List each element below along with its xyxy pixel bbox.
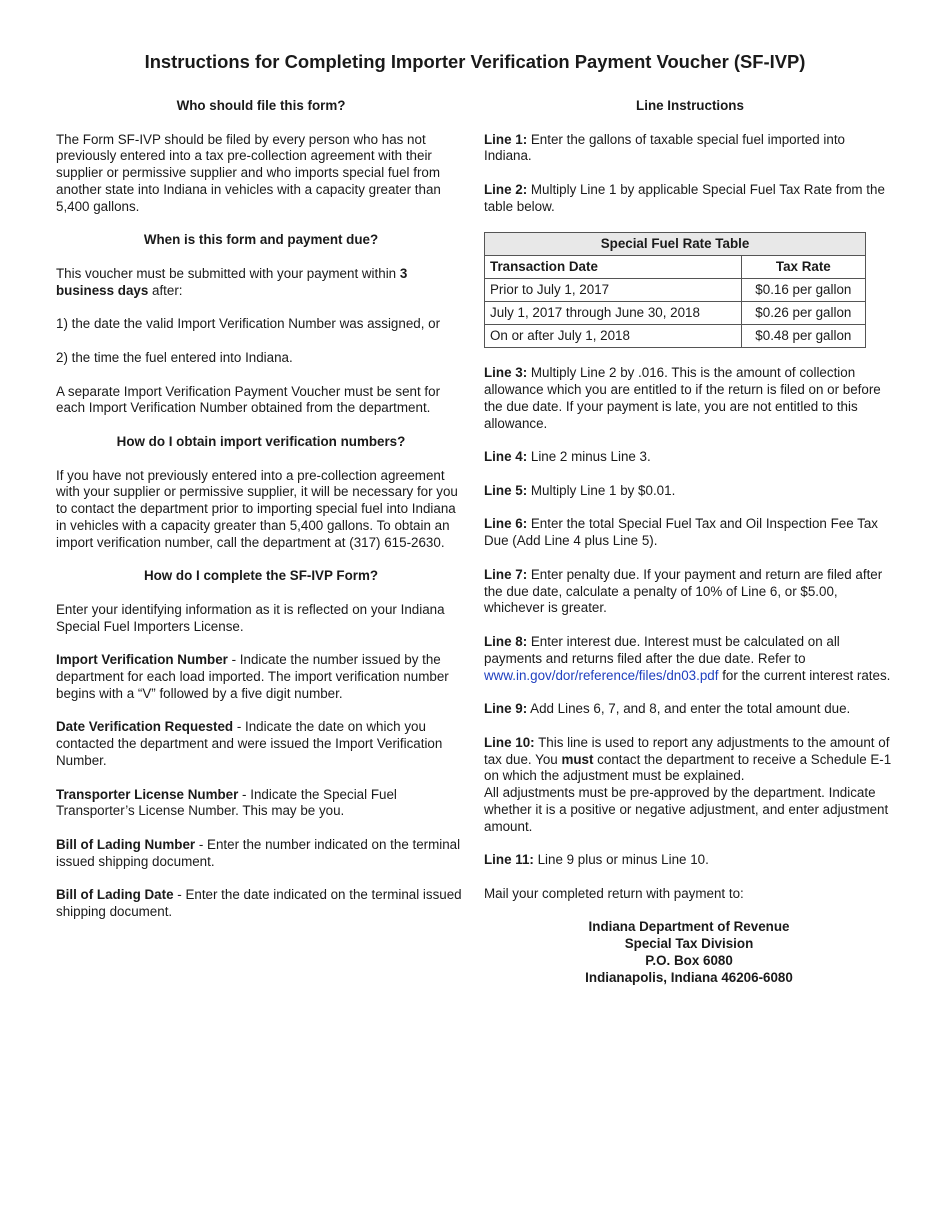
table-row — [485, 325, 866, 348]
line-label: Line 6: — [484, 516, 528, 532]
line-7 — [484, 567, 896, 617]
line-label: Line 7: — [484, 566, 528, 582]
field-bill-of-lading-number — [56, 837, 466, 871]
when-text-b: after: — [148, 282, 183, 298]
column-header-transaction-date: Transaction Date — [485, 256, 742, 279]
line-text: Enter the total Special Fuel Tax and Oil Inspection Fee Tax Due (Add Line 4 plus Line 5). — [484, 516, 878, 549]
line-text: Enter interest due. Interest must be calculated on all payments and returns filed after the due date. Refer to — [484, 633, 840, 666]
line-8 — [484, 634, 896, 684]
mailing-address — [484, 919, 894, 986]
line-label: Line 5: — [484, 482, 528, 498]
line-text: Enter the gallons of taxable special fuel imported into Indiana. — [484, 131, 846, 164]
mail-text: Mail your completed return with payment to: — [484, 885, 744, 901]
right-column — [484, 98, 896, 987]
column-header-tax-rate: Tax Rate — [741, 256, 865, 279]
transaction-date-cell: Prior to July 1, 2017 — [485, 279, 742, 302]
field-text: - Indicate the number issued by the department for each load imported. The import verification number begins with a “V” followed by a five digit number. — [56, 652, 449, 701]
line-text: Multiply Line 2 by .016. This is the amount of collection allowance which you are entitled to if the return is filed on or before the due date. If your payment is late, you are not entitled to this allowance. — [484, 365, 881, 431]
table-row — [485, 279, 866, 302]
page-title: Instructions for Completing Importer Verification Payment Voucher (SF-IVP) — [144, 51, 806, 72]
address-line: P.O. Box 6080 — [645, 953, 733, 969]
who-heading: Who should file this form? — [176, 98, 346, 113]
field-label: Transporter License Number — [56, 786, 239, 802]
field-import-verification-number — [56, 652, 466, 702]
transaction-date-cell: On or after July 1, 2018 — [485, 325, 742, 348]
line-10 — [484, 735, 896, 836]
line-text: Line 9 plus or minus Line 10. — [533, 852, 709, 868]
when-item-1: 1) the date the valid Import Verification Number was assigned, or — [56, 316, 441, 332]
when-text — [56, 266, 466, 300]
rate-table-caption: Special Fuel Rate Table — [485, 233, 866, 256]
obtain-text: If you have not previously entered into a pre-collection agreement with your supplier or permissive supplier, it will be necessary for you to contact the department prior to importing special fuel into Indiana in vehicles with a capacity greater than 5,400 gallons. To obtain an import verification number, call the department at (317) 615-2630. — [56, 467, 458, 550]
line-2 — [484, 182, 896, 216]
field-label: Bill of Lading Date — [56, 887, 174, 903]
line-label: Line 3: — [484, 365, 528, 381]
line-label: Line 11: — [484, 852, 534, 868]
when-text-bold: 3 business days — [56, 265, 408, 298]
line-label: Line 4: — [484, 449, 528, 465]
field-label: Import Verification Number — [56, 652, 228, 668]
field-text: - Indicate the date on which you contacted the department and were issued the Import Verification Number. — [56, 719, 443, 769]
transaction-date-cell: July 1, 2017 through June 30, 2018 — [485, 302, 742, 325]
field-label: Date Verification Requested — [56, 719, 234, 735]
field-bill-of-lading-date — [56, 887, 466, 921]
line-4 — [484, 449, 896, 466]
line-label: Line 2: — [484, 181, 528, 197]
field-label: Bill of Lading Number — [56, 837, 196, 853]
line-9 — [484, 701, 896, 718]
field-text: - Indicate the Special Fuel Transporter’s License Number. This may be you. — [56, 786, 397, 819]
field-text: - Enter the date indicated on the terminal issued shipping document. — [56, 887, 462, 920]
tax-rate-cell: $0.16 per gallon — [741, 279, 865, 302]
when-text-a: This voucher must be submitted with your payment within — [56, 265, 400, 281]
line-text: Multiply Line 1 by $0.01. — [527, 482, 676, 498]
line-label: Line 1: — [484, 131, 528, 147]
address-line: Indianapolis, Indiana 46206-6080 — [585, 969, 793, 985]
tax-rate-cell: $0.48 per gallon — [741, 325, 865, 348]
line-instructions-heading: Line Instructions — [636, 98, 744, 113]
line-label: Line 9: — [484, 701, 528, 717]
line-text: Enter penalty due. If your payment and return are filed after the due date, calculate a penalty of 10% of Line 6, or $5.00, whichever is greater. — [484, 566, 883, 616]
when-item-2: 2) the time the fuel entered into Indiana. — [56, 349, 293, 365]
line-3 — [484, 365, 896, 432]
tax-rate-cell: $0.26 per gallon — [741, 302, 865, 325]
line-6 — [484, 516, 896, 550]
obtain-heading: How do I obtain import verification numbers? — [116, 433, 406, 449]
complete-heading: How do I complete the SF-IVP Form? — [143, 568, 379, 584]
line-text-bold: must — [561, 751, 594, 767]
table-row — [485, 302, 866, 325]
line-label: Line 10: — [484, 734, 535, 750]
field-transporter-license-number — [56, 787, 466, 821]
left-column — [56, 98, 466, 921]
complete-text: Enter your identifying information as it is reflected on your Indiana Special Fuel Importers License. — [56, 601, 445, 634]
address-line: Indiana Department of Revenue — [588, 919, 790, 935]
field-text: - Enter the number indicated on the terminal issued shipping document. — [56, 837, 461, 869]
field-date-verification-requested — [56, 719, 466, 769]
interest-rates-link[interactable]: www.in.gov/dor/reference/files/dn03.pdf — [484, 667, 719, 683]
when-separate-text: A separate Import Verification Payment Voucher must be sent for each Import Verification Number obtained from the department. — [56, 383, 441, 416]
who-text: The Form SF-IVP should be filed by every person who has not previously entered into a tax pre-collection agreement with their supplier or permissive supplier and who imports special fuel from another state into Indiana in vehicles with a capacity greater than 5,400 gallons. — [56, 131, 441, 214]
address-line: Special Tax Division — [624, 936, 754, 952]
line-1 — [484, 132, 896, 166]
line-11 — [484, 852, 896, 869]
line-5 — [484, 483, 896, 500]
line-text: This line is used to report any adjustments to the amount of tax due. You — [484, 734, 890, 767]
line-text: All adjustments must be pre-approved by the department. Indicate whether it is a positive or negative adjustment, and enter adjustment amount. — [484, 785, 889, 834]
when-heading: When is this form and payment due? — [143, 232, 379, 248]
line-text: for the current interest rates. — [718, 667, 891, 683]
special-fuel-rate-table — [484, 232, 866, 348]
line-text: Multiply Line 1 by applicable Special Fuel Tax Rate from the table below. — [484, 181, 885, 214]
line-text: Line 2 minus Line 3. — [527, 449, 651, 465]
line-text: Add Lines 6, 7, and 8, and enter the total amount due. — [527, 701, 851, 717]
line-text: contact the department to receive a Schedule E-1 on which the adjustment must be explained. — [484, 751, 892, 784]
line-label: Line 8: — [484, 633, 528, 649]
